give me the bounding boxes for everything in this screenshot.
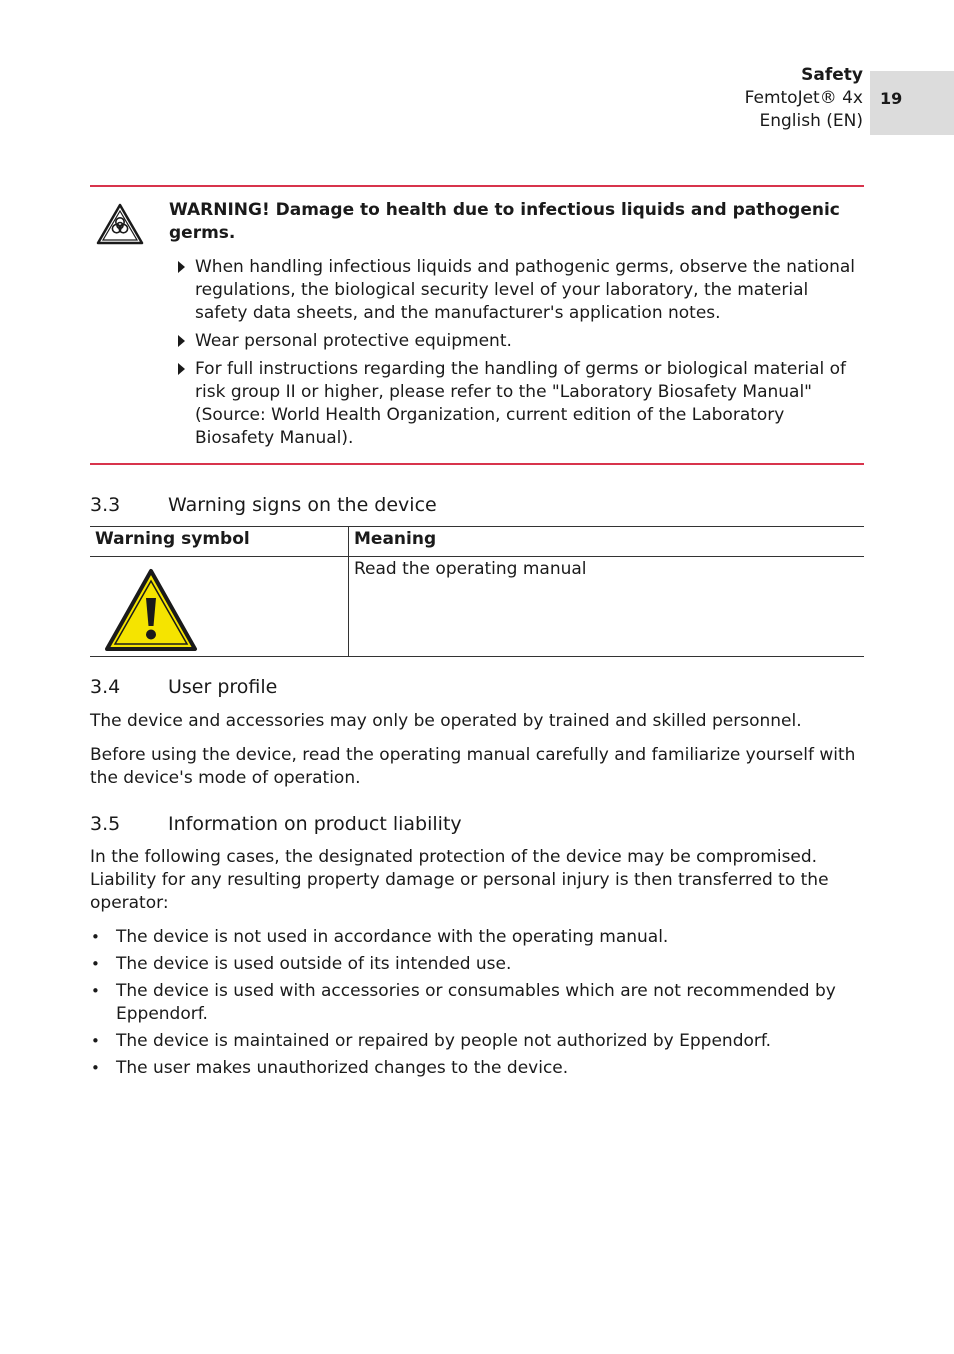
warning-instruction-item: For full instructions regarding the handling of germs or biological material of risk group II or higher, please refer to the "Laboratory Biosafety Manual" (Source: World Health Organization, current edition of the Laboratory Biosafety Manual). bbox=[176, 358, 866, 450]
warning-instruction-item: When handling infectious liquids and pathogenic germs, observe the national regulations, the biological security level of your laboratory, the material safety data sheets, and the manufacturer's application notes. bbox=[176, 256, 866, 325]
paragraph: The device and accessories may only be operated by trained and skilled personnel. bbox=[90, 711, 802, 731]
header-product-name: FemtoJet® 4x bbox=[744, 88, 863, 108]
biohazard-warning-icon bbox=[96, 203, 144, 245]
list-item: • The device is used outside of its intended use. bbox=[90, 953, 864, 976]
section-number: 3.3 bbox=[90, 494, 121, 516]
header-section-title: Safety bbox=[801, 65, 863, 85]
symbol-cell bbox=[90, 557, 349, 657]
section-title: Information on product liability bbox=[168, 813, 462, 835]
warning-signs-table bbox=[90, 526, 864, 657]
column-header-symbol: Warning symbol bbox=[90, 527, 349, 557]
page-number-tab bbox=[870, 71, 954, 135]
section-title: Warning signs on the device bbox=[168, 494, 437, 516]
table-row bbox=[90, 557, 864, 657]
section-heading-3-3 bbox=[90, 493, 437, 517]
section-heading-3-4 bbox=[90, 675, 277, 699]
paragraph: In the following cases, the designated protection of the device may be compromised. Liability for any resulting property damage or personal injury is then transferred to the operator: bbox=[90, 847, 829, 913]
warning-top-rule bbox=[90, 185, 864, 187]
general-warning-icon bbox=[104, 568, 198, 652]
warning-instruction-item: Wear personal protective equipment. bbox=[176, 330, 866, 353]
list-item: • The device is not used in accordance with the operating manual. bbox=[90, 926, 864, 949]
warning-bottom-rule bbox=[90, 463, 864, 465]
meaning-cell: Read the operating manual bbox=[349, 557, 865, 657]
section-number: 3.5 bbox=[90, 813, 121, 835]
arrow-right-icon bbox=[178, 363, 185, 375]
page-header bbox=[745, 64, 863, 133]
section-title: User profile bbox=[168, 676, 278, 698]
list-item: • The user makes unauthorized changes to the device. bbox=[90, 1057, 864, 1080]
header-language: English (EN) bbox=[759, 111, 863, 131]
table-header-row bbox=[90, 527, 864, 557]
paragraph: Before using the device, read the operating manual carefully and familiarize yourself with the device's mode of operation. bbox=[90, 745, 856, 788]
column-header-meaning: Meaning bbox=[349, 527, 865, 557]
warning-title: WARNING! Damage to health due to infectious liquids and pathogenic germs. bbox=[169, 200, 840, 243]
warning-instructions bbox=[176, 256, 866, 455]
section-heading-3-5 bbox=[90, 812, 462, 836]
section-number: 3.4 bbox=[90, 676, 121, 698]
arrow-right-icon bbox=[178, 335, 185, 347]
liability-list bbox=[90, 926, 864, 1084]
list-item: • The device is maintained or repaired by people not authorized by Eppendorf. bbox=[90, 1030, 864, 1053]
page-number: 19 bbox=[880, 89, 903, 108]
arrow-right-icon bbox=[178, 261, 185, 273]
list-item: • The device is used with accessories or consumables which are not recommended by Eppendorf. bbox=[90, 980, 864, 1026]
